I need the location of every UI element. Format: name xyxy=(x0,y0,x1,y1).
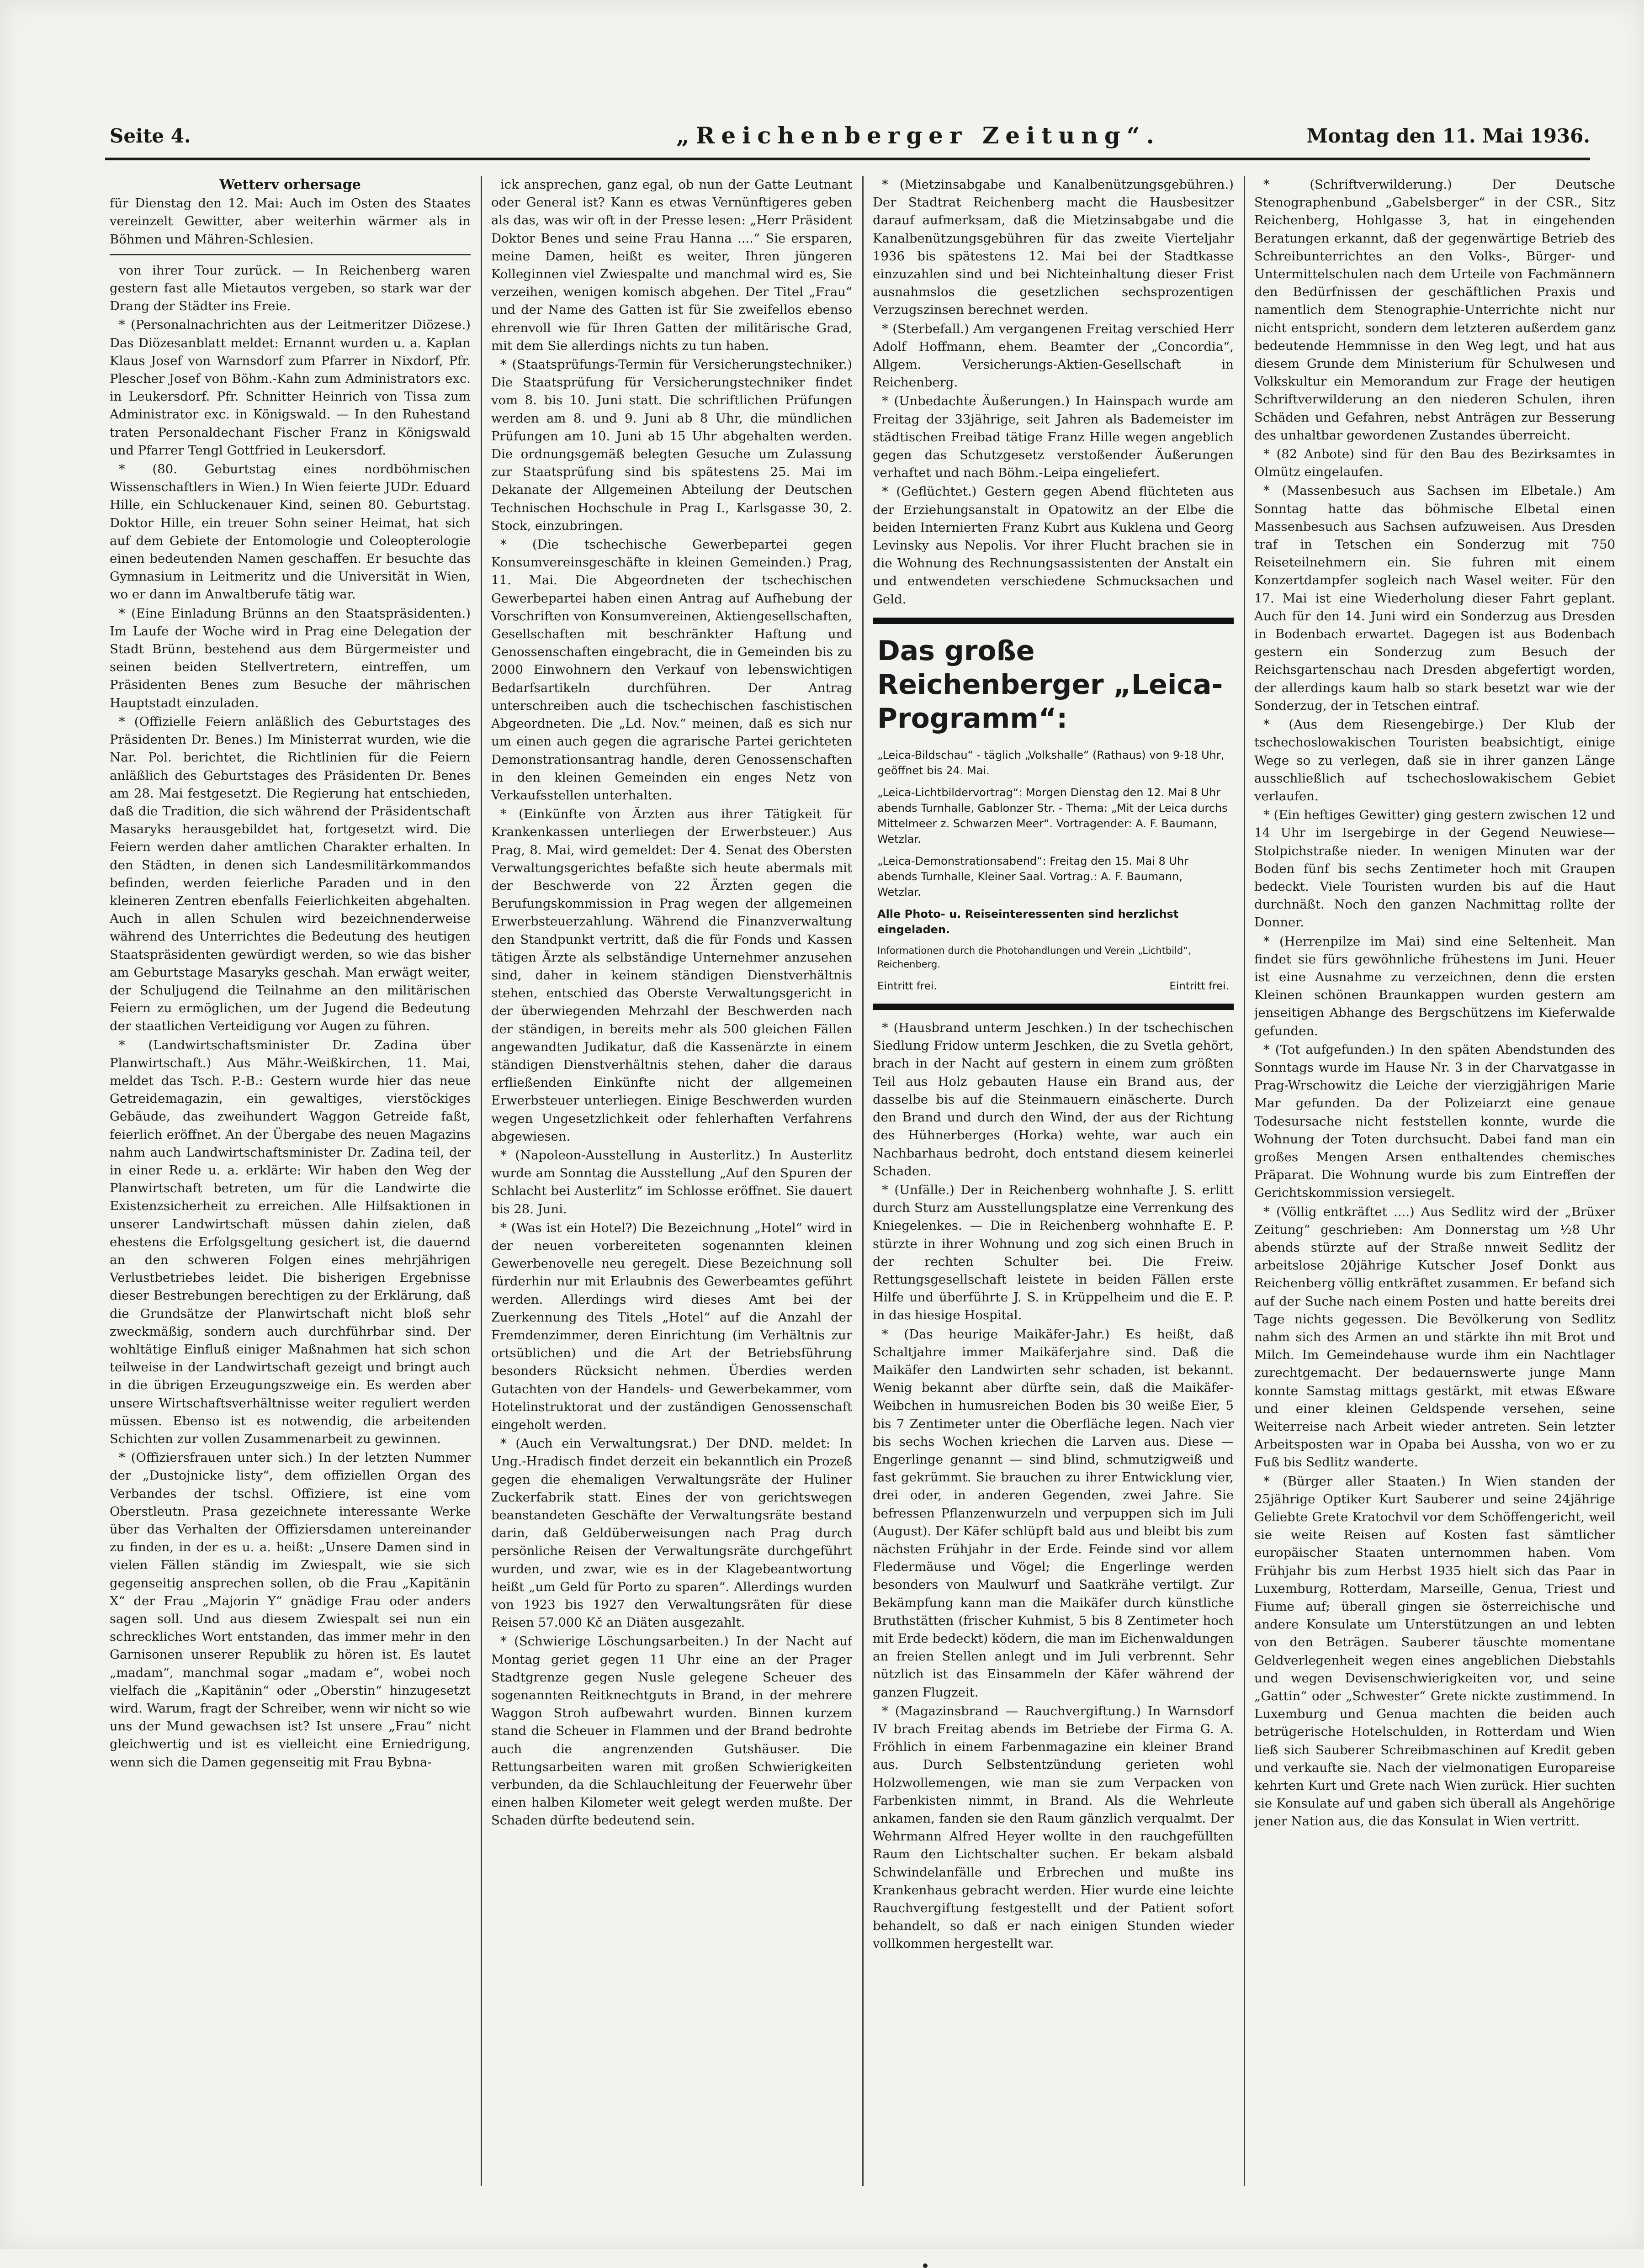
column-1 xyxy=(110,176,471,2186)
ad-item: Alle Photo- u. Reiseinteressenten sind herzlichst eingeladen. xyxy=(877,907,1179,936)
article-paragraph: * (Schwierige Löschungsarbeiten.) In der Nacht auf Montag geriet gegen 11 Uhr eine an der Prager Stadtgrenze gegen Nusle gelegene Scheuer des sogenannten Reitknechtguts in Brand, in der mehrere Waggon Stroh aufbewahrt wurden. Binnen kurzem stand die Scheuer in Flammen und der Brand bedrohte auch die angrenzenden Gutshäuser. Die Rettungsarbeiten waren mit großen Schwierigkeiten verbunden, da die Schlauchleitung der Feuerwehr über einen halben Kilometer weit gelegt werden mußte. Der Schaden dürfte bedeutend sein. xyxy=(491,1634,852,1828)
article-paragraph: * (Hausbrand unterm Jeschken.) In der tschechischen Siedlung Fridow unterm Jeschken, die zu Svetla gehört, brach in der Nacht auf gestern in einem zum größten Teil aus Holz gebauten Hause ein Brand aus, der dasselbe bis auf die Steinmauern einäscherte. Durch den Brand und durch den Wind, der aus der Richtung des Hühnerberges (Horka) wehte, war auch ein Nachbarhaus bedroht, doch entstand diesem keinerlei Schaden. xyxy=(873,1020,1234,1179)
weather-title: Wetterv orhersage xyxy=(219,177,361,193)
article-paragraph: * (Aus dem Riesengebirge.) Der Klub der tschechoslowakischen Touristen beabsichtigt, einige Wege so zu verlegen, daß sie in ihrer ganzen Länge ausschließlich auf tschechoslowakischem Gebiet verlaufen. xyxy=(1254,717,1615,804)
article-paragraph: * (Landwirtschaftsminister Dr. Zadina über Planwirtschaft.) Aus Mähr.-Weißkirchen, 11. Mai, meldet das Tsch. P.-B.: Gestern wurde hier das neue Getreidemagazin, ein gewaltiges, vierstöckiges Gebäude, das zweihundert Waggon Getreide faßt, feierlich eröffnet. An der Übergabe des neuen Magazins nahm auch Landwirtschaftsminister Dr. Zadina teil, der in einer Rede u. a. erklärte: Wir haben den Weg der Planwirtschaft betreten, um für die Landwirte die Existenzsicherheit zu erreichen. Alle Hilfsaktionen in unserer Landwirtschaft müssen dahin zielen, daß ehestens die Erfolgsgeltung gesichert ist, die dauernd an den schweren Folgen eines mehrjährigen Verlustbetriebes leidet. Die bisherigen Ergebnisse dieser Bestrebungen berechtigen zu der Erklärung, daß die Grundsätze der Planwirtschaft nicht bloß sehr zweckmäßig, sondern auch durchführbar sind. Der wohltätige Einfluß einiger Maßnahmen hat sich schon teilweise in der Landwirtschaft gezeigt und bringt auch in die übrigen Erzeugungszweige ein. Es werden aber unsere Wirtschaftsverhältnisse weiter reguliert werden müssen. Ebenso ist es notwendig, die arbeitenden Schichten zur vollen Zusammenarbeit zu gewinnen. xyxy=(110,1037,471,1447)
article-paragraph: * (Ein heftiges Gewitter) ging gestern zwischen 12 und 14 Uhr im Isergebirge in der Gegend Neuwiese—Stolpichstraße nieder. In wenigen Minuten war der Boden fünf bis sechs Zentimeter hoch mit Graupen bedeckt. Viele Touristen wurden bis auf die Haut durchnäßt. Noch den ganzen Nachmittag rollte der Donner. xyxy=(1254,808,1615,930)
article-paragraph: * (Tot aufgefunden.) In den späten Abendstunden des Sonntags wurde im Hause Nr. 3 in der Charvatgasse in Prag-Wrschowitz die Leiche der vierzigjährigen Marie Mar gefunden. Da der Polizeiarzt eine genaue Todesursache nicht feststellen konnte, wurde die Wohnung der Toten durchsucht. Dabei fand man ein großes Mengen Arsen enthaltendes chemisches Präparat. Die Wohnung wurde bis zum Eintreffen der Gerichtskommission versiegelt. xyxy=(1254,1042,1615,1200)
header-rule xyxy=(105,158,1590,160)
article-paragraph: von ihrer Tour zurück. — In Reichenberg waren gestern fast alle Mietautos vergeben, so stark war der Drang der Städter ins Freie. xyxy=(110,263,471,314)
ad-item: „Leica-Bildschau“ - täglich „Volkshalle“ (Rathaus) von 9-18 Uhr, geöffnet bis 24. Mai. xyxy=(877,748,1225,777)
article-paragraph: * (Napoleon-Ausstellung in Austerlitz.) In Austerlitz wurde am Sonntag die Ausstellung „Auf den Spuren der Schlacht bei Austerlitz“ im Schlosse eröffnet. Sie dauert bis 28. Juni. xyxy=(491,1147,852,1216)
article-paragraph: * (Personalnachrichten aus der Leitmeritzer Diözese.) Das Diözesanblatt meldet: Ernannt wurden u. a. Kaplan Klaus Josef von Warnsdorf zum Pfarrer in Nixdorf, Pfr. Plescher Josef von Böhm.-Kahn zum Administrators exc. in Leukersdorf. Pfr. Schnitter Heinrich von Tissa zum Administrator exc. in Königswald. — In den Ruhestand traten Personaldechant Fischer Franz in Königswald und Pfarrer Tengl Gottfried in Leukersdorf. xyxy=(110,317,471,458)
article-paragraph: * (Das heurige Maikäfer-Jahr.) Es heißt, daß Schaltjahre immer Maikäferjahre sind. Daß die Maikäfer den Landwirten sehr schaden, ist bekannt. Wenig bekannt aber dürfte sein, daß die Maikäfer-Weibchen in humusreichen Boden bis 30 weiße Eier, 5 bis 7 Zentimeter unter die Oberfläche legen. Nach vier bis sechs Wochen kriechen die Larven aus. Diese — Engerlinge genannt — sind blind, schmutzigweiß und fast gekrümmt. Sie brauchen zu ihrer Entwicklung vier, drei oder, in anderen Gegenden, zwei Jahre. Sie befressen Pflanzenwurzeln und verpuppen sich im Juli (August). Der Käfer schlüpft bald aus und bleibt bis zum nächsten Frühjahr in der Erde. Feinde sind vor allem Fledermäuse und Vögel; die Engerlinge werden besonders von Maulwurf und Saatkrähe vertilgt. Zur Bekämpfung kann man die Maikäfer durch künstliche Bruthstätten (frischer Kuhmist, 5 bis 8 Zentimeter hoch mit Erde bedeckt) ködern, die man im Eichenwaldungen an freien Stellen anlegt und im Juli verbrennt. Sehr nützlich ist das Einsammeln der Käfer während der ganzen Flugzeit. xyxy=(873,1327,1234,1700)
ad-item: „Leica-Demonstrationsabend“: Freitag den 15. Mai 8 Uhr abends Turnhalle, Kleiner Saal. Vortrag.: A. F. Baumann, Wetzlar. xyxy=(877,854,1189,899)
article-paragraph: * (Mietzinsabgabe und Kanalbenützungsgebühren.) Der Stadtrat Reichenberg macht die Hausbesitzer darauf aufmerksam, daß die Mietzinsabgabe und die Kanalbenützungsgebühren für das zweite Vierteljahr 1936 bis spätestens 12. Mai bei der Stadtkasse einzuzahlen sind und bei Nichteinhaltung dieser Frist ausnahmslos die gesetzlichen sechsprozentigen Verzugszinsen berechnet werden. xyxy=(873,177,1234,317)
footer-dot xyxy=(923,2263,928,2268)
article-paragraph: * (Schriftverwilderung.) Der Deutsche Stenographenbund „Gabelsberger“ in der CSR., Sitz Reichenberg, Hohlgasse 3, hat in eingehenden Beratungen erkannt, daß der gegenwärtige Betrieb des Schreibunterrichtes an den Volks-, Bürger- und Untermittelschulen nach dem Urteile von Fachmännern den Bedürfnissen der geschäftlichen Praxis und namentlich dem Stenographie-Unterrichte nicht nur nicht entspricht, sondern dem letzteren außerdem ganz bedeutende Hemmnisse in den Weg legt, und hat aus diesem Grunde dem Ministerium für Schulwesen und Volkskultur ein Memorandum zur Frage der heutigen Schriftverwilderung an den niederen Schulen, ihren Schäden und Gefahren, nebst Anträgen zur Besserung des unhaltbar gewordenen Zustandes überreicht. xyxy=(1254,177,1615,443)
column-3 xyxy=(873,176,1234,2186)
ad-admission-right: Eintritt frei. xyxy=(1169,980,1229,992)
page-number: Seite 4. xyxy=(110,125,191,147)
column-divider xyxy=(862,176,864,2186)
issue-date: Montag den 11. Mai 1936. xyxy=(1306,125,1590,147)
page-header xyxy=(105,116,1590,153)
masthead: „Reichenberger Zeitung“. xyxy=(676,122,1161,149)
article-paragraph: * (Staatsprüfungs-Termin für Versicherungstechniker.) Die Staatsprüfung für Versicherungstechniker findet vom 8. bis 10. Juni statt. Die schriftlichen Prüfungen werden am 8. und 9. Juni ab 8 Uhr, die mündlichen Prüfungen am 10. Juni ab 15 Uhr abgehalten werden. Die ordnungsgemäß belegten Gesuche um Zulassung zur Staatsprüfung sind bis spätestens 25. Mai im Dekanate der Allgemeinen Abteilung der Deutschen Technischen Hochschule in Prag I., Karlsgasse 30, 2. Stock, einzubringen. xyxy=(491,357,852,533)
article-paragraph: * (Völlig entkräftet ....) Aus Sedlitz wird der „Brüxer Zeitung“ geschrieben: Am Donnerstag um ½8 Uhr abends stürzte auf der Straße nnweit Sedlitz der arbeitslose 20jährige Kutscher Josef Donkt aus Reichenberg völlig entkräftet zusammen. Er befand sich auf der Suche nach einem Posten und hatte bereits drei Tage nichts gegessen. Die Bevölkerung von Sedlitz nahm sich des Armen an und stärkte ihn mit Brot und Milch. Im Gemeindehause wurde ihm ein Nachtlager zurechtgemacht. Der bedauernswerte junge Mann konnte Samstag mittags gestärkt, mit etwas Eßware und einer kleinen Geldspende versehen, seine Weiterreise nach Arbeit wieder antreten. Sein letzter Arbeitsposten war in Opaba bei Aussha, von wo er zu Fuß bis Sedlitz wanderte. xyxy=(1254,1204,1615,1470)
article-paragraph: * (82 Anbote) sind für den Bau des Bezirksamtes in Olmütz eingelaufen. xyxy=(1254,447,1615,480)
leica-advertisement xyxy=(873,618,1234,1010)
article-paragraph: * (Die tschechische Gewerbepartei gegen Konsumvereinsgeschäfte in kleinen Gemeinden.) Prag, 11. Mai. Die Abgeordneten der tschechischen Gewerbepartei haben einen Antrag auf Aufhebung der Vorschriften von Konsumvereinen, Aktiengesellschaften, Gesellschaften mit beschränkter Haftung und Genossenschaften eingebracht, die in Gemeinden bis zu 2000 Einwohnern den Verkauf von lebenswichtigen Bedarfsartikeln durchführen. Der Antrag unterschreiben auch die tschechischen faschistischen Abgeordneten. Die „Ld. Nov.“ meinen, daß es sich nur um einen auch gegen die agrarische Partei gerichteten Demonstrationsantrag handle, deren Genossenschaften in den kleinen Gemeinden ein enges Netz von Verkaufsstellen unterhalten. xyxy=(491,537,852,803)
article-paragraph: * (Sterbefall.) Am vergangenen Freitag verschied Herr Adolf Hoffmann, ehem. Beamter der „Concordia“, Allgem. Versicherungs-Aktien-Gesellschaft in Reichenberg. xyxy=(873,321,1234,390)
article-paragraph: * (Auch ein Verwaltungsrat.) Der DND. meldet: In Ung.-Hradisch findet derzeit ein bekanntlich ein Prozeß gegen die ehemaligen Verwaltungsräte der Huliner Zuckerfabrik statt. Eines der von gerichtswegen beanstandeten Geschäfte der Verwaltungsräte bestand darin, daß Geldüberweisungen nach Prag durch persönliche Reisen der Verwaltungsräte durchgeführt wurden, und zwar, wie es in der Klagebeantwortung heißt „um Geld für Porto zu sparen“. Allerdings wurden von 1923 bis 1927 den Verwaltungsräten für diese Reisen 57.000 Kč an Diäten ausgezahlt. xyxy=(491,1436,852,1630)
article-paragraph: * (Bürger aller Staaten.) In Wien standen der 25jährige Optiker Kurt Sauberer und seine 24jährige Geliebte Grete Kratochvil vor dem Schöffengericht, weil sie weite Reisen auf Kosten fast sämtlicher europäischer Staaten unternommen haben. Vom Frühjahr bis zum Herbst 1935 hielt sich das Paar in Luxemburg, Rotterdam, Marseille, Genua, Triest und Fiume auf; überall gingen sie österreichische und andere Konsulate um Unterstützungen an und lebten von den Beträgen. Sauberer täuschte momentane Geldverlegenheit wegen eines angeblichen Diebstahls und wegen Devisenschwierigkeiten vor, und seine „Gattin“ oder „Schwester“ Grete nickte zustimmend. In Luxemburg und Genua machten die beiden auch betrügerische Hotelschulden, in Rotterdam und Wien ließ sich Sauberer Schreibmaschinen auf Kredit geben und verkaufte sie. Nach der vielmonatigen Europareise kehrten Kurt und Grete nach Wien zurück. Hier suchten sie Konsulate auf und gaben sich überall als Angehörige jener Nation aus, die das Konsulat in Wien vertritt. xyxy=(1254,1474,1615,1829)
column-divider xyxy=(481,176,482,2186)
article-paragraph: * (Offiziersfrauen unter sich.) In der letzten Nummer der „Dustojnicke listy“, dem offiziellen Organ des Verbandes der tschsl. Offiziere, ist eine vom Oberstleutn. Prasa gezeichnete interessante Werke über das Verhalten der Offiziersdamen untereinander zu finden, in der es u. a. heißt: „Unsere Damen sind in vielen Fällen ständig im Zwiespalt, wie sie sich gegenseitig ansprechen sollen, ob die Frau „Kapitänin X“ der Frau „Majorin Y“ gnädige Frau oder anders sagen soll. Und aus diesem Zwiespalt sei nun ein schreckliches Wort entstanden, das immer mehr in den Garnisonen unserer Republik zu hören ist. Es lautet „madam“, manchmal sogar „madam e“, wobei noch vielfach die „Kapitänin“ oder „Oberstin“ hinzugesetzt wird. Warum, fragt der Schreiber, wenn wir nicht so wie uns der Mund gewachsen ist? Ist unsere „Frau“ nicht gleichwertig und ist es vielleicht eine Erniedrigung, wenn sich die Damen gegenseitig mit Frau Bybna- xyxy=(110,1450,471,1770)
article-paragraph: * (80. Geburtstag eines nordböhmischen Wissenschaftlers in Wien.) In Wien feierte JUDr. Eduard Hille, ein Schluckenauer Kind, seinen 80. Geburtstag. Doktor Hille, ein treuer Sohn seiner Heimat, hat sich auf dem Gebiete der Entomologie und Coleopterologie einen bedeutenden Namen geschaffen. Er besuchte das Gymnasium in Leitmeritz und die Universität in Wien, wo er dann im Anwaltberufe tätig war. xyxy=(110,462,471,602)
article-paragraph: * (Massenbesuch aus Sachsen im Elbetale.) Am Sonntag hatte das böhmische Elbetal einen Massenbesuch aus Sachsen aufzuweisen. Aus Dresden traf in Tetschen ein Sonderzug mit 750 Reiseteilnehmern ein. Sie fuhren mit einem Konzertdampfer sogleich nach Wasel weiter. Für den 17. Mai ist eine Wiederholung dieser Fahrt geplant. Auch für den 14. Juni wird ein Sonderzug aus Dresden in Bodenbach erwartet. Dagegen ist aus Bodenbach gestern ein Sonderzug zum Besuch der Reichsgartenschau nach Dresden abgefertigt worden, der allerdings kaum halb so stark besetzt war wie der Sonderzug, der in Tetschen eintraf. xyxy=(1254,483,1615,713)
article-paragraph: * (Herrenpilze im Mai) sind eine Seltenheit. Man findet sie fürs gewöhnliche frühestens im Juni. Heuer ist eine Ausnahme zu verzeichnen, denn die ersten Kleinen schönen Braunkappen wurden gestern am jenseitigen Abhange des Bergschützens im Kieferwalde gefunden. xyxy=(1254,934,1615,1038)
weather-text: für Dienstag den 12. Mai: Auch im Osten des Staates vereinzelt Gewitter, aber weiterhin wärmer als in Böhmen und Mähren-Schlesien. xyxy=(110,196,471,247)
ad-title: Das große Reichenberger „Leica-Programm“: xyxy=(877,634,1223,735)
article-paragraph: * (Geflüchtet.) Gestern gegen Abend flüchteten aus der Erziehungsanstalt in Opatowitz an der Elbe die beiden Internierten Franz Kubrt aus Kuklena und Georg Levinsky aus Nepolis. Vor ihrer Flucht brachen sie in die Wohnung des Rechnungsassistenten der Anstalt ein und entwendeten verschiedene Schmucksachen und Geld. xyxy=(873,484,1234,607)
ad-item: „Leica-Lichtbildervortrag“: Morgen Dienstag den 12. Mai 8 Uhr abends Turnhalle, Gablonzer Str. - Thema: „Mit der Leica durchs Mittelmeer z. Schwarzen Meer“. Vortragender: A. F. Baumann, Wetzlar. xyxy=(877,786,1228,846)
column-2 xyxy=(491,176,852,2186)
weather-forecast xyxy=(110,176,471,255)
column-4 xyxy=(1254,176,1615,2186)
article-paragraph: * (Magazinsbrand — Rauchvergiftung.) In Warnsdorf IV brach Freitag abends im Betriebe der Firma G. A. Fröhlich in einem Farbenmagazine ein kleiner Brand aus. Durch Selbstentzündung gerieten wohl Holzwollemengen, wie man sie zum Verpacken von Farbenkisten nimmt, in Brand. Als die Wehrleute ankamen, fanden sie den Raum gänzlich verqualmt. Der Wehrmann Alfred Heyer wollte in den rauchgefüllten Raum den Lichtschalter suchen. Er bekam alsbald Schwindelanfälle und Erbrechen und mußte ins Krankenhaus gebracht werden. Hier wurde eine leichte Rauchvergiftung festgestellt und der Patient sofort behandelt, so daß er nach einigen Stunden wieder vollkommen hergestellt war. xyxy=(873,1703,1234,1951)
article-paragraph: * (Unfälle.) Der in Reichenberg wohnhafte J. S. erlitt durch Sturz am Ausstellungsplatze eine Verrenkung des Kniegelenkes. — Die in Reichenberg wohnhafte E. P. stürzte in ihrer Wohnung und zog sich einen Bruch in der rechten Schulter bei. Die Freiw. Rettungsgesellschaft leistete in beiden Fällen erste Hilfe und überführte J. S. in Krüppelheim und die E. P. in das hiesige Hospital. xyxy=(873,1182,1234,1323)
article-paragraph: * (Eine Einladung Brünns an den Staatspräsidenten.) Im Laufe der Woche wird in Prag eine Delegation der Stadt Brünn, bestehend aus dem Bürgermeister und seinen beiden Stellvertretern, eintreffen, um Präsidenten Benes zum Besuche der mährischen Hauptstadt einzuladen. xyxy=(110,606,471,710)
ad-footer xyxy=(877,978,1229,995)
newspaper-page xyxy=(105,116,1615,2199)
article-paragraph: * (Was ist ein Hotel?) Die Bezeichnung „Hotel“ wird in der neuen vorbereiteten sogenannten kleinen Gewerbenovelle neu geregelt. Diese Bezeichnung soll fürderhin nur mit Erlaubnis des Gewerbeamtes geführt werden. Allerdings wird dieses Amt bei der Zuerkennung des Titels „Hotel“ auf die Anzahl der Fremdenzimmer, deren Einrichtung (im Verhältnis zur ortsüblichen) und die Art der Betriebsführung besonders Rücksicht nehmen. Überdies werden Gutachten von der Handels- und Gewerbekammer, vom Hotelinstruktorat und der zuständigen Genossenschaft eingeholt werden. xyxy=(491,1220,852,1433)
ad-info: Informationen durch die Photohandlungen und Verein „Lichtbild“, Reichenberg. xyxy=(877,945,1191,970)
article-paragraph: * (Einkünfte von Ärzten aus ihrer Tätigkeit für Krankenkassen unterliegen der Erwerbsteuer.) Aus Prag, 8. Mai, wird gemeldet: Der 4. Senat des Obersten Verwaltungsgerichtes befaßte sich heute abermals mit der Beschwerde von 22 Ärzten gegen die Berufungskommission in Prag wegen der allgemeinen Erwerbsteuerzahlung. Während die Finanzverwaltung den Standpunkt vertritt, daß die für Fonds und Kassen tätigen Ärzte als selbständige Unternehmer anzusehen sind, daher in keinem ständigen Dienstverhältnis stehen, entschied das Oberste Verwaltungsgericht in der überwiegenden Mehrzahl der Beschwerden nach der ständigen, in bereits mehr als 500 gleichen Fällen angewandten Judikatur, daß die Kassenärzte in einem ständigen Dienstverhältnis stehen, daher die daraus erfließenden Einkünfte nicht der allgemeinen Erwerbsteuer unterliegen. Einige Beschwerden wurden wegen Ungesetzlichkeit oder fehlerhaften Verfahrens abgewiesen. xyxy=(491,807,852,1144)
column-divider xyxy=(1244,176,1245,2186)
article-paragraph: ick ansprechen, ganz egal, ob nun der Gatte Leutnant oder General ist? Kann es etwas Vernünftigeres geben als das, was wir oft in der Presse lesen: „Herr Präsident Doktor Benes und seine Frau Hanna ....“ Sie ersparen, meine Damen, heißt es weiter, Ihren jüngeren Kolleginnen viel Zwiespalte und manchmal wird es, Sie verzeihen, wenigen komisch abgehen. Der Titel „Frau“ und der Name des Gatten ist für Sie zweifellos ebenso ehrenvoll wie für Ihren Gatten der militärische Grad, mit dem Sie allerdings nichts zu tun haben. xyxy=(491,177,852,353)
ad-admission-left: Eintritt frei. xyxy=(877,980,937,992)
article-paragraph: * (Unbedachte Äußerungen.) In Hainspach wurde am Freitag der 33jährige, seit Jahren als Bademeister im städtischen Freibad tätige Franz Hille wegen angeblich gegen das Schutzgesetz verstoßender Äußerungen verhaftet und nach Böhm.-Leipa eingeliefert. xyxy=(873,394,1234,481)
article-paragraph: * (Offizielle Feiern anläßlich des Geburtstages des Präsidenten Dr. Benes.) Im Ministerrat wurden, wie die Nar. Pol. berichtet, die Richtlinien für die Feiern anläßlich des Geburtstages des Präsidenten Dr. Benes am 28. Mai festgesetzt. Die Regierung hat entschieden, daß die Tradition, die sich während der Präsidentschaft Masaryks herausgebildet hat, fortgesetzt wird. Die Feiern werden daher amtlichen Charakter erhalten. In den Städten, in denen sich Landesmilitärkommandos befinden, werden feierliche Paraden und in den kleineren Zentren ebenfalls Feierlichkeiten abgehalten. Auch in allen Schulen wird bezeichnenderweise während des Unterrichtes die Bedeutung des heutigen Staatspräsidenten gewürdigt werden, so wie das bisher am Geburtstage Masaryks geschah. Man erwägt weiter, der Schuljugend die Teilnahme an den militärischen Feiern zu ermöglichen, um der Jugend die Bedeutung der staatlichen Verteidigung vor Augen zu führen. xyxy=(110,714,471,1034)
